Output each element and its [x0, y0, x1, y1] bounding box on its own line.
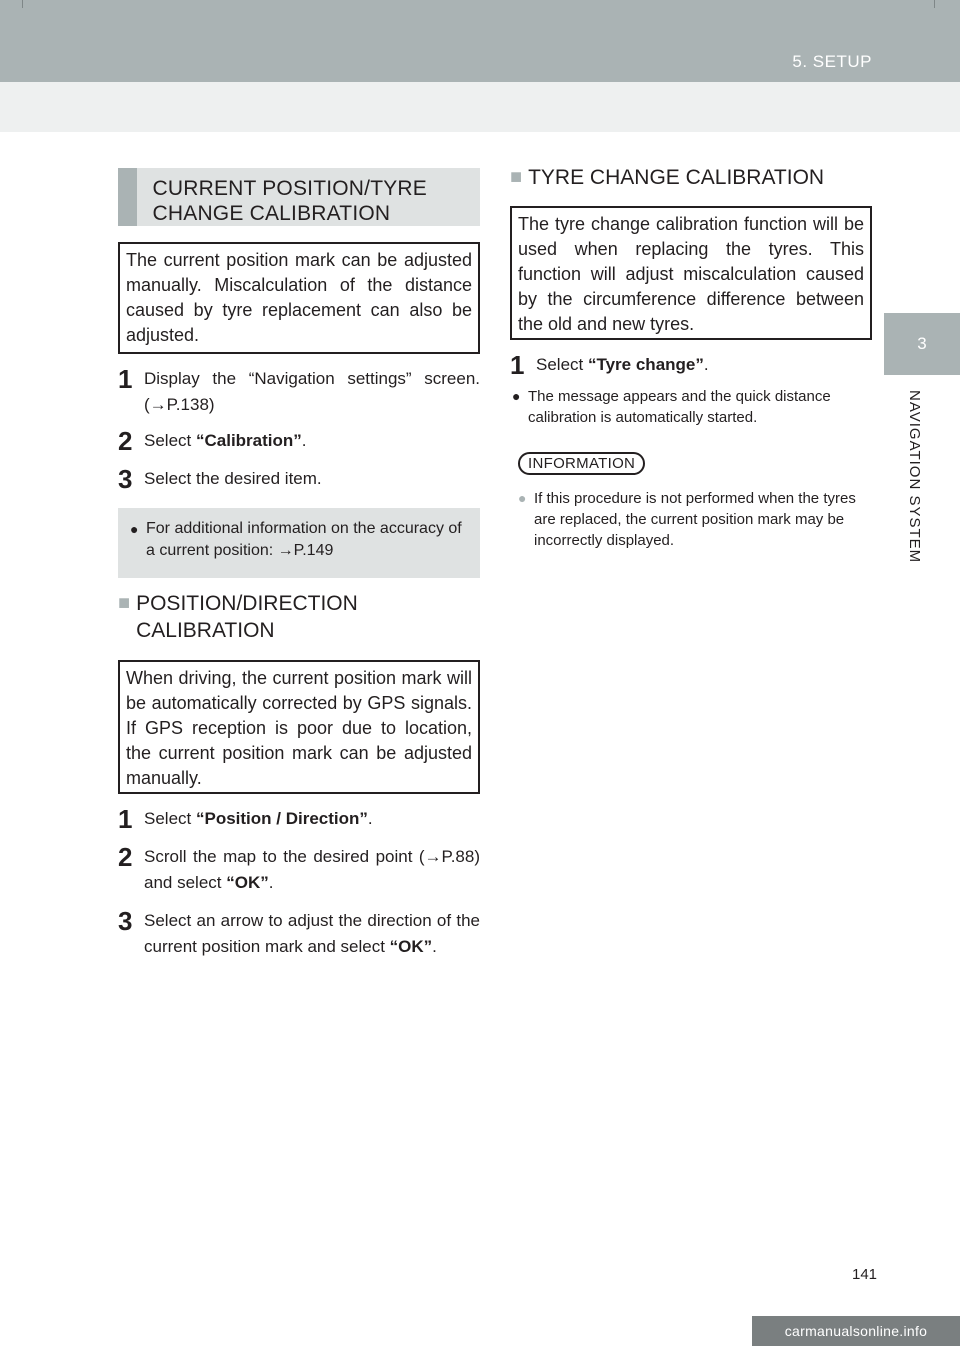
step-text [144, 908, 480, 960]
square-icon: ■ [118, 592, 131, 614]
bullet-item [512, 386, 862, 428]
step-text-part: . [703, 355, 709, 374]
menu-option: “OK” [389, 937, 433, 956]
step-list [118, 366, 480, 492]
information-label [518, 452, 645, 475]
header-subbar [0, 82, 960, 132]
step-number: 1 [118, 364, 133, 394]
step-list-position [118, 806, 480, 960]
menu-option: “Position / Direction” [195, 809, 368, 828]
chapter-tab: 3 [884, 313, 960, 375]
step-text-part: Display the “Navigation settings” screen. (→P.138) [144, 369, 480, 414]
step-list-tyre [510, 352, 872, 378]
menu-option: “Calibration” [195, 431, 302, 450]
note-bullet [130, 518, 470, 562]
step-number: 1 [510, 350, 525, 380]
section-label: 5. SETUP [792, 52, 872, 71]
step-text [144, 428, 480, 454]
step-text-part: Select [144, 431, 196, 450]
bullet-icon: ● [130, 521, 139, 537]
step-item [118, 466, 480, 492]
subheading-position [118, 590, 480, 644]
result-bullet [512, 386, 862, 428]
square-icon: ■ [510, 166, 523, 188]
subheading-tyre [510, 164, 872, 191]
crop-mark [934, 0, 935, 8]
step-text-part: Select [536, 355, 588, 374]
bullet-item [518, 488, 868, 551]
page-number: 141 [852, 1266, 878, 1283]
step-text-part: Select [144, 809, 196, 828]
information-bullet [518, 488, 868, 551]
step-text-part: . [268, 873, 274, 892]
step-text [536, 352, 872, 378]
bullet-icon: ● [518, 490, 527, 506]
step-item [118, 844, 480, 896]
note-box [118, 508, 480, 578]
step-item [118, 366, 480, 418]
info-box-position: When driving, the current position mark will be automatically corrected by GPS signals. If GPS reception is poor due to location, the current position mark can be adjusted manually. [118, 660, 480, 794]
note-text: For additional information on the accuracy of a current position: →P.149 [146, 520, 462, 559]
section-heading-text: CURRENT POSITION/TYRE CHANGE CALIBRATION [152, 177, 428, 225]
heading-tab [118, 168, 137, 226]
step-text-part: . [367, 809, 373, 828]
chapter-title: NAVIGATION SYSTEM [906, 390, 923, 564]
step-text-part: Select an arrow to adjust the direction of the current position mark and select [144, 911, 480, 956]
menu-option: “OK” [226, 873, 269, 892]
subheading-text: POSITION/DIRECTION CALIBRATION [136, 592, 358, 642]
step-text [144, 844, 480, 896]
info-box-tyre: The tyre change calibration function will be used when replacing the tyres. This function will adjust miscalculation caused by the circumference difference between the old and new tyres. [510, 206, 872, 340]
watermark: carmanualsonline.info [752, 1316, 960, 1346]
step-number: 2 [118, 842, 133, 872]
step-text [144, 366, 480, 418]
step-text-part: Scroll the map to the desired point (→P.88) and select [144, 847, 480, 892]
bullet-text: If this procedure is not performed when the tyres are replaced, the current position mark may be incorrectly displayed. [534, 490, 856, 549]
bullet-icon: ● [512, 388, 521, 404]
bullet-text: The message appears and the quick distance calibration is automatically started. [528, 388, 831, 426]
step-text-part: . [301, 431, 307, 450]
information-label-text: INFORMATION [518, 452, 645, 475]
step-text-part: Select the desired item. [144, 469, 322, 488]
step-number: 1 [118, 804, 133, 834]
step-number: 2 [118, 426, 133, 456]
section-heading [118, 168, 480, 226]
step-number: 3 [118, 464, 133, 494]
step-text [144, 466, 480, 492]
menu-option: “Tyre change” [587, 355, 704, 374]
step-item [510, 352, 872, 378]
step-text [144, 806, 480, 832]
intro-box: The current position mark can be adjusted manually. Miscalculation of the distance caused by tyre replacement can also be adjusted. [118, 242, 480, 354]
step-number: 3 [118, 906, 133, 936]
step-item [118, 908, 480, 960]
step-item [118, 428, 480, 454]
crop-mark [22, 0, 23, 8]
step-item [118, 806, 480, 832]
subheading-text: TYRE CHANGE CALIBRATION [528, 166, 825, 189]
step-text-part: . [432, 937, 437, 956]
